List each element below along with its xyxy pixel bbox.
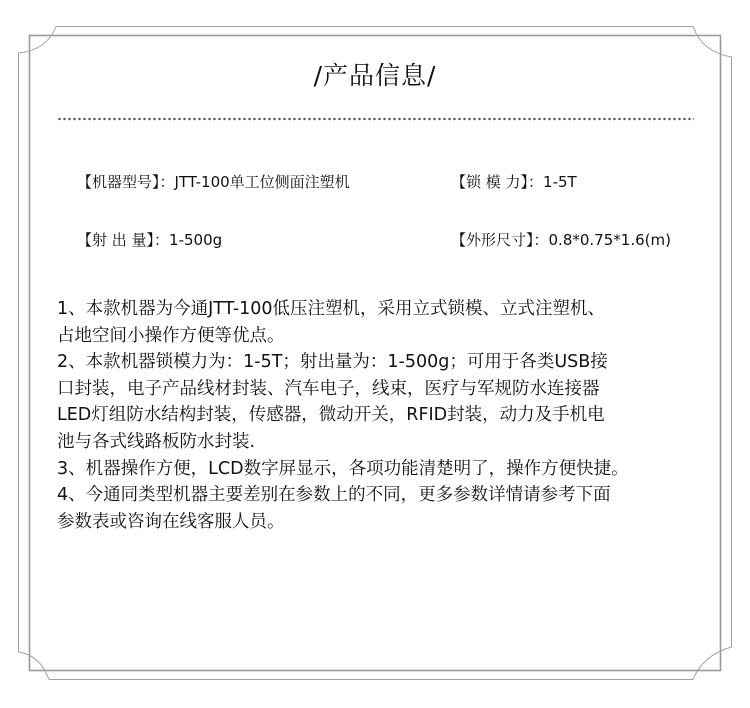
spec-dimensions-value: 0.8*0.75*1.6(m): [548, 231, 671, 249]
description-line: 4、今通同类型机器主要差别在参数上的不同，更多参数详情请参考下面: [57, 485, 611, 506]
description-line: 口封装，电子产品线材封装、汽车电子，线束，医疗与军规防水连接器: [57, 378, 600, 399]
spec-shot-volume: [77, 229, 222, 250]
spec-clamping-force: [451, 171, 577, 192]
spec-clamping-force-value: 1-5T: [543, 173, 577, 191]
spec-model-value: JTT-100单工位侧面注塑机: [174, 173, 350, 191]
spec-model-label: 【机器型号】：: [77, 173, 175, 191]
page-title: /产品信息/: [313, 61, 437, 90]
spec-dimensions-label: 【外形尺寸】：: [451, 231, 549, 249]
description-line: 占地空间小操作方便等优点。: [57, 325, 285, 346]
spec-dimensions: [451, 229, 671, 250]
description-line: 2、本款机器锁模力为：1-5T；射出量为：1-500g；可用于各类USB接: [57, 352, 608, 373]
description-line: LED灯组防水结构封装，传感器，微动开关，RFID封装，动力及手机电: [57, 405, 605, 426]
description-line: 3、机器操作方便，LCD数字屏显示，各项功能清楚明了，操作方便快捷。: [57, 458, 629, 479]
spec-clamping-force-label: 【锁 模 力】：: [451, 173, 544, 191]
description: [57, 296, 737, 535]
spec-model: [77, 171, 350, 192]
spec-shot-volume-value: 1-500g: [169, 231, 223, 249]
description-line: 池与各式线路板防水封装.: [57, 431, 256, 452]
spec-shot-volume-label: 【射 出 量】：: [77, 231, 170, 249]
dotted-divider: [57, 117, 694, 121]
description-line: 参数表或咨询在线客服人员。: [57, 511, 285, 532]
description-line: 1、本款机器为今通JTT-100低压注塑机，采用立式锁模、立式注塑机、: [57, 299, 605, 319]
